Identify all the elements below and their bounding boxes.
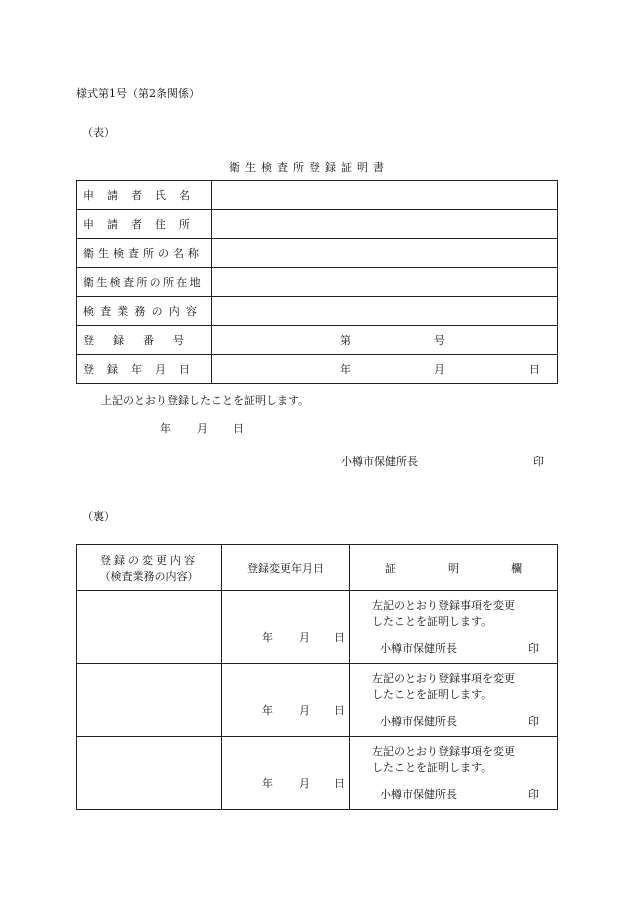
header-change-date: 登録変更年月日 bbox=[222, 545, 350, 591]
form-number: 様式第1号（第2条関係） bbox=[76, 87, 200, 100]
row-label-text bbox=[83, 274, 203, 290]
certification-cell: 左記のとおり登録事項を変更 したことを証明します。 小樽市保健所長 印 bbox=[350, 737, 558, 810]
label-char: 申 bbox=[83, 218, 94, 231]
change-content-cell[interactable] bbox=[77, 591, 222, 664]
label-char: 所 bbox=[179, 218, 190, 231]
issuer-name: 小樽市保健所長 bbox=[341, 455, 418, 468]
label-char: 登 bbox=[83, 334, 94, 347]
label-char: の bbox=[158, 247, 169, 260]
table-header-row bbox=[77, 545, 558, 591]
table-row bbox=[77, 591, 558, 664]
label-char: 録 bbox=[107, 363, 118, 376]
label-char: 検 bbox=[109, 276, 121, 289]
table-row bbox=[77, 210, 558, 239]
label-char: 名 bbox=[179, 189, 190, 202]
label-char: 査 bbox=[122, 276, 134, 289]
label-char: の bbox=[151, 305, 163, 318]
month-label: 月 bbox=[434, 363, 445, 376]
table-row bbox=[77, 737, 558, 810]
certification-cell: 左記のとおり登録事項を変更 したことを証明します。 小樽市保健所長 印 bbox=[350, 664, 558, 737]
back-table bbox=[76, 544, 558, 810]
row-label bbox=[77, 355, 212, 384]
row-value[interactable] bbox=[212, 268, 558, 297]
row-label bbox=[77, 181, 212, 210]
label-char: 衛 bbox=[83, 247, 94, 260]
label-char: 申 bbox=[83, 189, 94, 202]
change-content-cell[interactable] bbox=[77, 664, 222, 737]
table-row bbox=[77, 326, 558, 355]
row-value[interactable] bbox=[212, 239, 558, 268]
change-date-cell[interactable]: 年 月 日 bbox=[222, 737, 350, 810]
label-char: 者 bbox=[131, 218, 142, 231]
back-side-label: （裏） bbox=[82, 510, 115, 523]
label-char: 容 bbox=[185, 305, 197, 318]
front-date-year: 年 bbox=[160, 422, 171, 435]
front-date-month: 月 bbox=[197, 422, 208, 435]
row-label-text bbox=[83, 332, 203, 348]
label-char: 請 bbox=[107, 218, 118, 231]
change-content-cell[interactable] bbox=[77, 737, 222, 810]
table-row bbox=[77, 664, 558, 737]
number-suffix: 号 bbox=[434, 334, 445, 347]
label-char: 所 bbox=[143, 247, 154, 260]
row-label bbox=[77, 210, 212, 239]
label-char: 称 bbox=[188, 247, 199, 260]
label-char: 年 bbox=[131, 363, 142, 376]
label-char: 日 bbox=[179, 363, 190, 376]
row-label-text bbox=[83, 216, 203, 232]
registration-number-value[interactable] bbox=[212, 326, 558, 355]
row-value[interactable] bbox=[212, 297, 558, 326]
label-char: 検 bbox=[113, 247, 124, 260]
label-char: 内 bbox=[168, 305, 180, 318]
label-char: 地 bbox=[189, 276, 201, 289]
table-row bbox=[77, 268, 558, 297]
certification-statement: 上記のとおり登録したことを証明します。 bbox=[101, 394, 310, 407]
row-label-text bbox=[83, 303, 203, 319]
front-side-label: （表） bbox=[82, 126, 115, 139]
label-char: 生 bbox=[96, 276, 108, 289]
row-label-text bbox=[83, 361, 203, 377]
day-label: 日 bbox=[529, 363, 540, 376]
certification-cell: 左記のとおり登録事項を変更 したことを証明します。 小樽市保健所長 印 bbox=[350, 591, 558, 664]
front-date-day: 日 bbox=[233, 422, 244, 435]
label-char: 所 bbox=[162, 276, 174, 289]
label-char: 号 bbox=[173, 334, 184, 347]
document-title: 衛生検査所登録証明書 bbox=[229, 161, 389, 174]
row-label bbox=[77, 268, 212, 297]
label-char: 録 bbox=[113, 334, 124, 347]
table-row bbox=[77, 181, 558, 210]
row-label-text bbox=[83, 245, 203, 261]
row-value[interactable] bbox=[212, 210, 558, 239]
header-certification: 証 明 欄 bbox=[350, 545, 558, 591]
label-char: 請 bbox=[107, 189, 118, 202]
label-char: 業 bbox=[117, 305, 129, 318]
number-prefix: 第 bbox=[340, 334, 351, 347]
label-char: 衛 bbox=[83, 276, 94, 289]
header-change-content: 登録の変更内容 （検査業務の内容） bbox=[77, 545, 222, 591]
row-label bbox=[77, 326, 212, 355]
registration-date-value[interactable] bbox=[212, 355, 558, 384]
label-char: 生 bbox=[98, 247, 109, 260]
year-label: 年 bbox=[340, 363, 351, 376]
change-date-cell[interactable]: 年 月 日 bbox=[222, 664, 350, 737]
table-row bbox=[77, 297, 558, 326]
label-char: 務 bbox=[134, 305, 146, 318]
label-char: 名 bbox=[173, 247, 184, 260]
label-char: 所 bbox=[136, 276, 148, 289]
label-char: 住 bbox=[155, 218, 166, 231]
row-label bbox=[77, 297, 212, 326]
front-table bbox=[76, 180, 558, 384]
label-char: 登 bbox=[83, 363, 94, 376]
change-date-cell[interactable]: 年 月 日 bbox=[222, 591, 350, 664]
label-char: 者 bbox=[131, 189, 142, 202]
label-char: 番 bbox=[143, 334, 154, 347]
label-char: 氏 bbox=[155, 189, 166, 202]
label-char: 検 bbox=[83, 305, 94, 318]
label-char: 査 bbox=[128, 247, 139, 260]
label-char: 月 bbox=[155, 363, 166, 376]
table-row bbox=[77, 239, 558, 268]
label-char: 在 bbox=[176, 276, 188, 289]
label-char: 査 bbox=[100, 305, 112, 318]
table-row bbox=[77, 355, 558, 384]
row-label-text bbox=[83, 187, 203, 203]
label-char: の bbox=[149, 276, 161, 289]
row-label bbox=[77, 239, 212, 268]
seal-mark: 印 bbox=[533, 455, 544, 468]
row-value[interactable] bbox=[212, 181, 558, 210]
